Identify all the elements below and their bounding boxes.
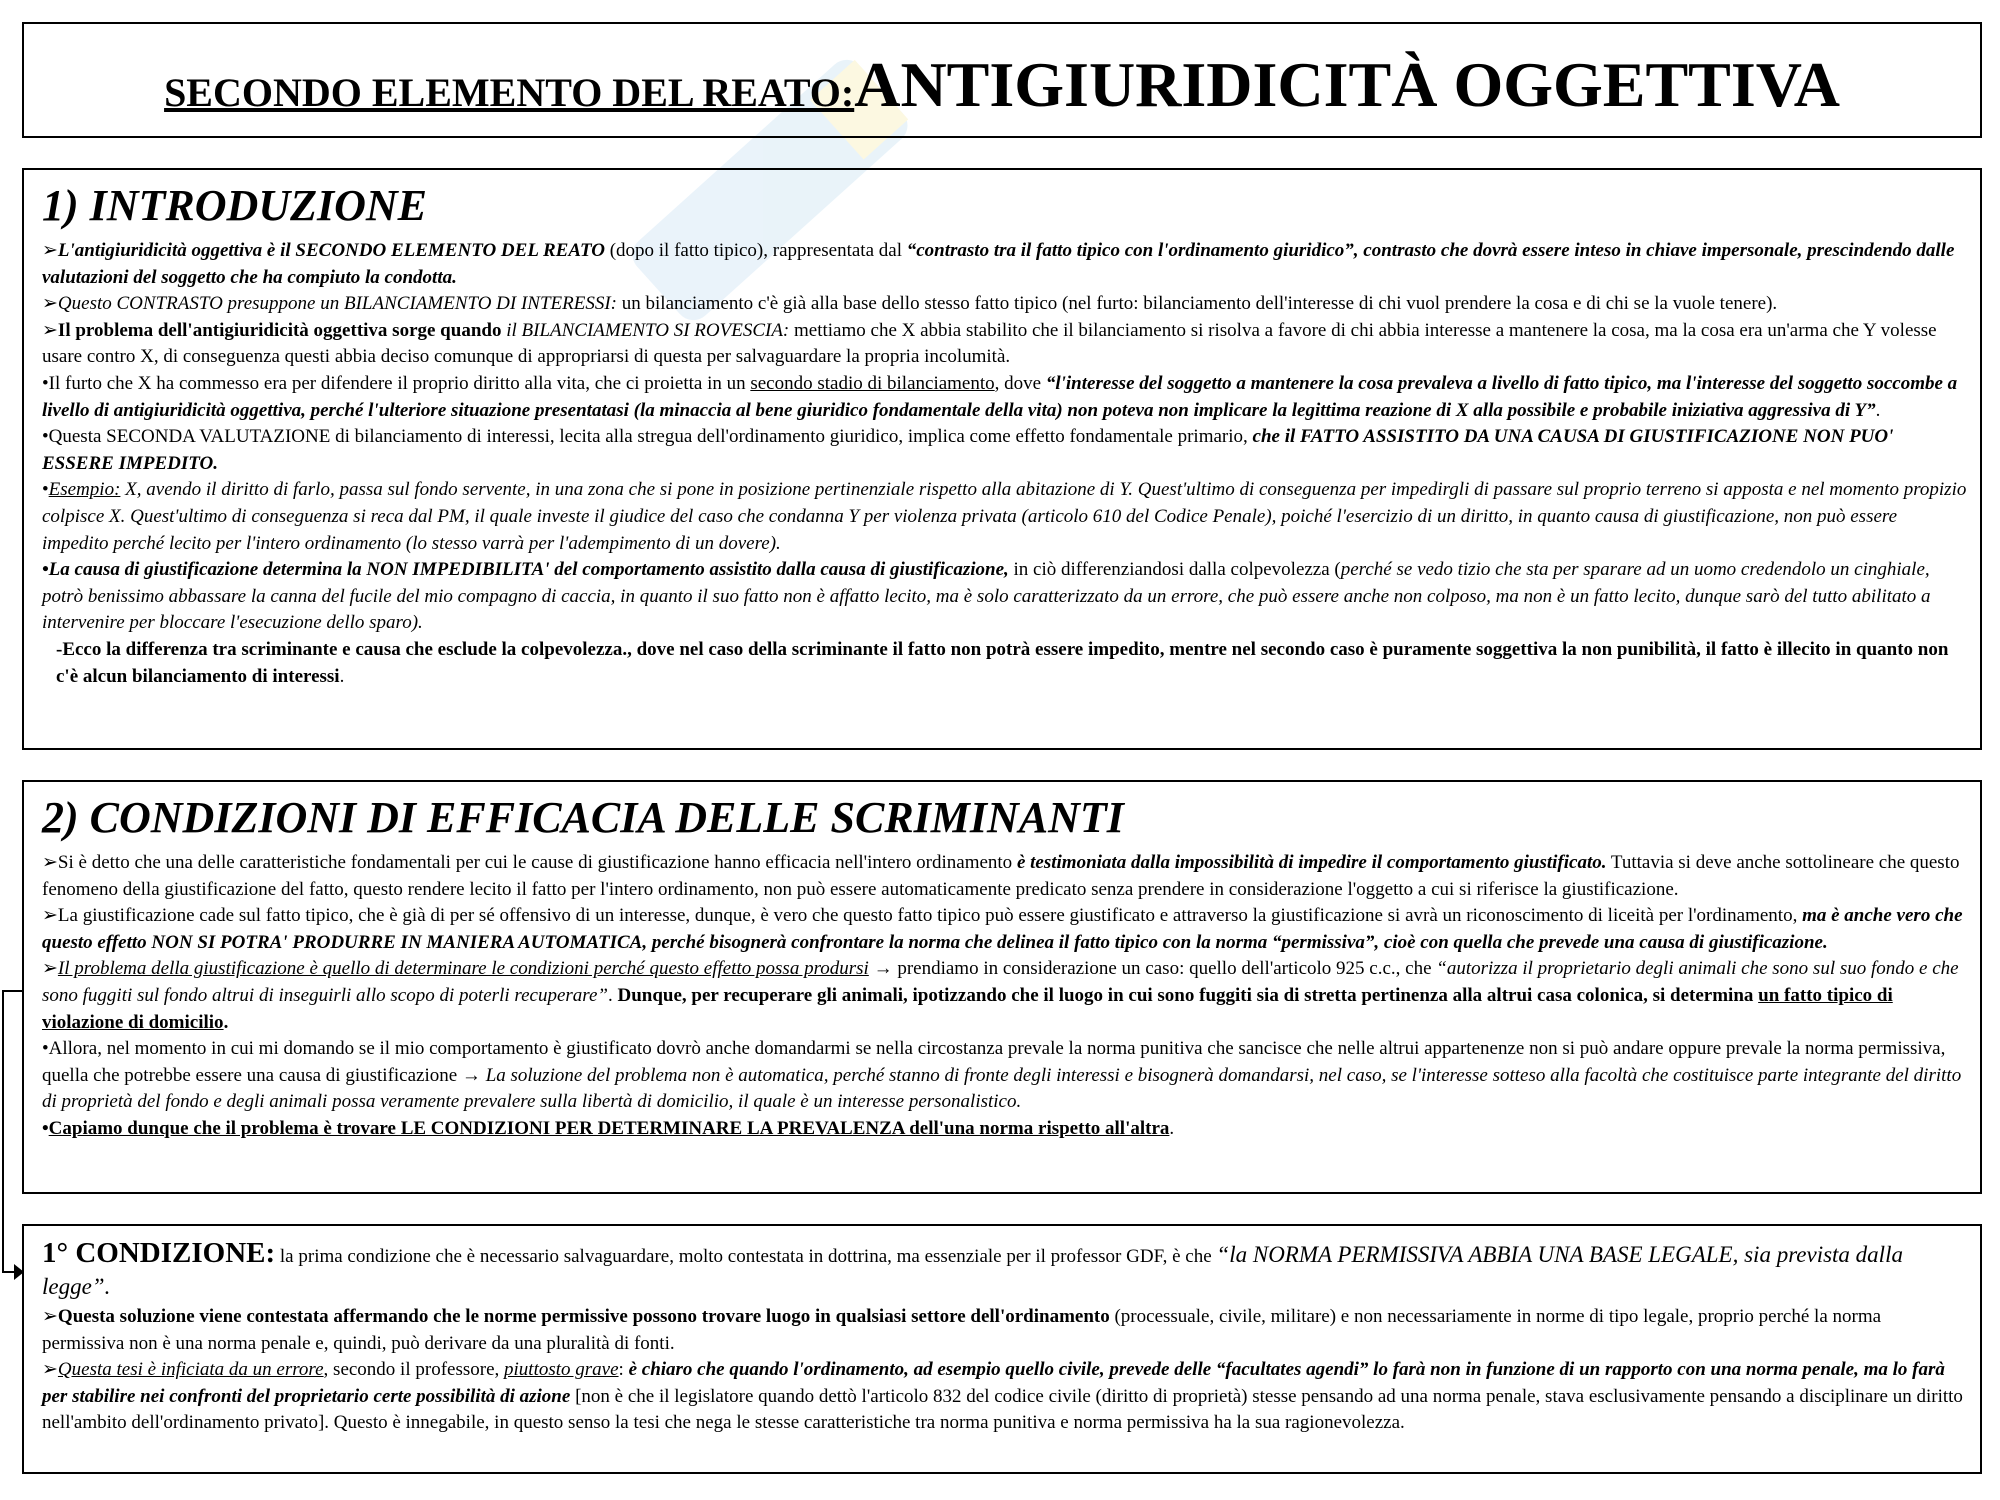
title-prefix: SECONDO ELEMENTO DEL REATO: [164, 70, 855, 115]
paragraph [42, 1304, 1968, 1357]
text-span: Il problema della giustificazione è quello di determinare le condizioni perché questo effetto possa prodursi [57, 958, 869, 980]
title-box [22, 22, 1982, 138]
text-span: Tuttavia si deve anche sottolineare che questo fenomeno della giustificazione del fatto, questo rendere lecito il fatto per l'intero ordinamento, non può essere automaticamente predicato senza prendere in considerazione l'oggetto a cui si riferisce la giustificazione. [42, 852, 1960, 900]
text-span: che il FATTO ASSISTITO DA UNA CAUSA DI GIUSTIFICAZIONE NON PUO' ESSERE IMPEDITO. [42, 426, 1894, 474]
paragraph [42, 238, 1968, 291]
text-span: La soluzione del problema non è automatica, perché stanno di fronte degli interessi e bisognerà domandarsi, nel caso, se l'interesse sotteso alla facoltà che costituisce parte integrante del diritto di proprietà del fondo e degli animali possa veramente prevalere sulla libertà di domicilio, il quale è un interesse personalistico. [42, 1064, 1962, 1113]
text-span: “autorizza il proprietario degli animali che sono sul suo fondo e che sono fuggiti sul fondo altrui di inseguirli allo scopo di poterli recuperare” [42, 958, 1959, 1006]
text-span: -Ecco la differenza tra scriminante e causa che esclude la colpevolezza., dove nel caso della scriminante il fatto non potrà essere impedito, mentre nel secondo caso è puramente soggettiva la non punibilità, il fatto è illecito in quanto non c'è alcun bilanciamento di interessi [56, 638, 1949, 687]
text-span: La giustificazione cade sul fatto tipico, che è già di per sé offensivo di un interesse, dunque, è vero che questo fatto tipico può essere giustificato e attraverso la giustificazione si avrà un riconoscimento di liceità per l'ordinamento, [57, 905, 1803, 927]
section-prima-condizione [22, 1224, 1982, 1474]
arrow-bullet-icon: ➢ [42, 905, 58, 927]
text-span: , dove [994, 372, 1046, 394]
text-span: Questo CONTRASTO presuppone un BILANCIAMENTO DI INTERESSI: [57, 293, 618, 315]
arrow-bullet-icon: ➢ [42, 240, 58, 261]
text-span: secondo stadio di bilanciamento [750, 372, 995, 394]
text-span: (dopo il fatto tipico), rappresentata dal [604, 240, 907, 261]
text-span: •Allora, nel momento in cui mi domando se il mio comportamento è giustificato dovrò anche domandarmi se nella circostanza prevale la norma punitiva che sancisce che nelle altrui appartenenze non si può andare oppure prevale la norma permissiva, quella che potrebbe essere una causa di giustificazione → [42, 1038, 1946, 1086]
text-span: (processuale, civile, militare) e non necessariamente in norme di tipo legale, proprio perché la norma permissiva non è una norma penale e, quindi, può derivare da una pluralità di fonti. [42, 1306, 1882, 1354]
text-span: il BILANCIAMENTO SI ROVESCIA: [506, 319, 790, 341]
arrow-bullet-icon: ➢ [42, 319, 58, 341]
text-span: Capiamo dunque che il problema è trovare LE CONDIZIONI PER DETERMINARE LA PREVALENZA dell'una norma rispetto all'altra [48, 1117, 1170, 1139]
text-span: : [618, 1359, 629, 1381]
paragraph [42, 956, 1968, 1036]
paragraph [42, 1036, 1968, 1116]
text-span: Si è detto che una delle caratteristiche fondamentali per cui le cause di giustificazione hanno efficacia nell'intero ordinamento [57, 852, 1017, 873]
text-span: in ciò differenziandosi dalla colpevolezza ( [1008, 559, 1341, 581]
text-span: un fatto tipico di violazione di domicilio [42, 984, 1893, 1033]
section-introduzione [22, 168, 1982, 750]
text-span: L'antigiuridicità oggettiva è il SECONDO ELEMENTO DEL REATO [57, 240, 605, 261]
title-main: ANTIGIURIDICITÀ OGGETTIVA [854, 49, 1840, 120]
text-span: •Questa SECONDA VALUTAZIONE di bilanciamento di interessi, lecita alla stregua dell'ordinamento giuridico, implica come effetto fondamentale primario, [42, 426, 1253, 448]
text-span: Questa tesi è inficiata da un errore [57, 1359, 324, 1381]
text-span: la prima condizione che è necessario salvaguardare, molto contestata in dottrina, ma essenziale per il professor GDF, è che [275, 1246, 1217, 1267]
section-heading: 2) CONDIZIONI DI EFFICACIA DELLE SCRIMINANTI [42, 793, 1124, 842]
text-span: “l'interesse del soggetto a mantenere la cosa prevaleva a livello di fatto tipico, ma l'interesse del soggetto soccombe a livello di antigiuridicità oggettiva, perché l'ulteriore situazione presentatasi (la minaccia al bene giuridico fondamentale della vita) non poteva non implicare la legittima reazione di X alla possibile e probabile iniziativa aggressiva di Y” [42, 372, 1958, 421]
text-span: . [1875, 399, 1881, 421]
text-span: , secondo il professore, [323, 1359, 505, 1381]
text-span: Esempio: [48, 479, 121, 501]
text-span: Il problema dell'antigiuridicità oggettiva sorge quando [57, 319, 507, 341]
text-span: ma è anche vero che questo effetto NON SI POTRA' PRODURRE IN MANIERA AUTOMATICA, perché bisognerà confrontare la norma che delinea il fatto tipico con la norma “permissiva”, cioè con quella che prevede una causa di giustificazione. [42, 905, 1963, 953]
text-span: •La causa di giustificazione determina la NON IMPEDIBILITA' del comportamento assistito dalla causa di giustificazione, [42, 559, 1009, 581]
text-span: • [42, 1117, 49, 1139]
text-span: • [42, 479, 49, 501]
text-span: mettiamo che X abbia stabilito che il bilanciamento si risolva a favore di chi abbia interesse a mantenere la cosa, ma la cosa era un'arma che Y volesse usare contro X, di conseguenza questi abbia deciso comunque di appropriarsi di questa per salvaguardare la propria incolumità. [42, 319, 1937, 368]
paragraph [42, 637, 1968, 690]
paragraph [42, 557, 1968, 637]
paragraph [42, 424, 1968, 477]
section-condizioni [22, 780, 1982, 1194]
text-span: . [607, 984, 618, 1006]
paragraph [42, 477, 1968, 557]
arrow-bullet-icon: ➢ [42, 852, 58, 873]
text-span: •Il furto che X ha commesso era per difendere il proprio diritto alla vita, che ci proietta in un [42, 372, 751, 394]
paragraph [42, 850, 1968, 903]
page-title [24, 48, 1980, 122]
paragraph [42, 291, 1968, 318]
paragraph [42, 1116, 1968, 1143]
text-span: . [339, 665, 345, 687]
paragraph [42, 1238, 1968, 1304]
text-span: è testimoniata dalla impossibilità di impedire il comportamento giustificato. [1016, 852, 1607, 873]
text-span: X, avendo il diritto di farlo, passa sul fondo servente, in una zona che si pone in posizione pertinenziale rispetto alla abitazione di Y. Quest'ultimo di conseguenza per impedirgli di passare sul proprio terreno si apposta e nel momento propizio colpisce X. Quest'ultimo di conseguenza si reca dal PM, il quale investe il giudice del caso che condanna Y per violenza privata (articolo 610 del Codice Penale), poiché l'esercizio di un diritto, in quanto causa di giustificazione, non può essere impedito perché lecito per l'intero ordinamento (lo stesso varrà per l'adempimento di un dovere). [42, 479, 1967, 554]
text-span: Dunque, per recuperare gli animali, ipotizzando che il luogo in cui sono fuggiti sia di stretta pertinenza alla altrui casa colonica, si determina [617, 984, 1759, 1006]
arrow-bullet-icon: ➢ [42, 1306, 58, 1327]
text-span: piuttosto grave [504, 1359, 619, 1381]
paragraph [42, 903, 1968, 956]
arrow-bullet-icon: ➢ [42, 293, 58, 315]
section-heading: 1) INTRODUZIONE [42, 181, 427, 230]
connector-line [2, 990, 4, 1272]
text-span: “contrasto tra il fatto tipico con l'ordinamento giuridico”, contrasto che dovrà essere inteso in chiave impersonale, prescindendo dalle valutazioni del soggetto che ha compiuto la condotta. [42, 240, 1955, 288]
text-span: un bilanciamento c'è già alla base dello stesso fatto tipico (nel furto: bilanciamento dell'interesse di chi vuol prendere la cosa e di chi se la vuole tenere). [617, 293, 1778, 315]
paragraph [42, 371, 1968, 424]
text-span: perché se vedo tizio che sta per sparare ad un uomo credendolo un cinghiale, potrò benissimo abbassare la canna del fucile del mio compagno di caccia, in quanto il suo fatto non è affatto lecito, ma è solo caratterizzato da un errore, che può essere anche non colposo, ma non è un fatto lecito, dunque sarò del tutto abilitato a intervenire per bloccare l'esecuzione dello sparo). [42, 559, 1931, 634]
text-span: . [1169, 1117, 1175, 1139]
text-span: Questa soluzione viene contestata affermando che le norme permissive possono trovare luogo in qualsiasi settore dell'ordinamento [57, 1306, 1110, 1327]
text-span: . [223, 1011, 229, 1033]
paragraph [42, 1357, 1968, 1437]
text-span: “la NORMA PERMISSIVA ABBIA UNA BASE LEGALE, sia prevista dalla legge”. [42, 1242, 1903, 1299]
text-span: → prendiamo in considerazione un caso: quello dell'articolo 925 c.c., che [868, 958, 1437, 980]
arrow-bullet-icon: ➢ [42, 958, 58, 980]
arrow-bullet-icon: ➢ [42, 1359, 58, 1381]
paragraph [42, 318, 1968, 371]
text-span: [non è che il legislatore quando dettò l'articolo 832 del codice civile (diritto di proprietà) stesse pensando ad una norma penale, stava esclusivamente pensando a disciplinare un diritto nell'ambito dell'ordinamento privato]. Questo è innegabile, in questo senso la tesi che nega le stesse caratteristiche tra norma punitiva e norma permissiva ha la sua ragionevolezza. [42, 1385, 1963, 1434]
text-span: è chiaro che quando l'ordinamento, ad esempio quello civile, prevede delle “facultates agendi” lo farà non in funzione di un rapporto con una norma penale, ma lo farà per stabilire nei confronti del proprietario certe possibilità di azione [42, 1359, 1945, 1407]
section-heading: 1° CONDIZIONE: [42, 1237, 276, 1269]
connector-line [2, 990, 22, 992]
